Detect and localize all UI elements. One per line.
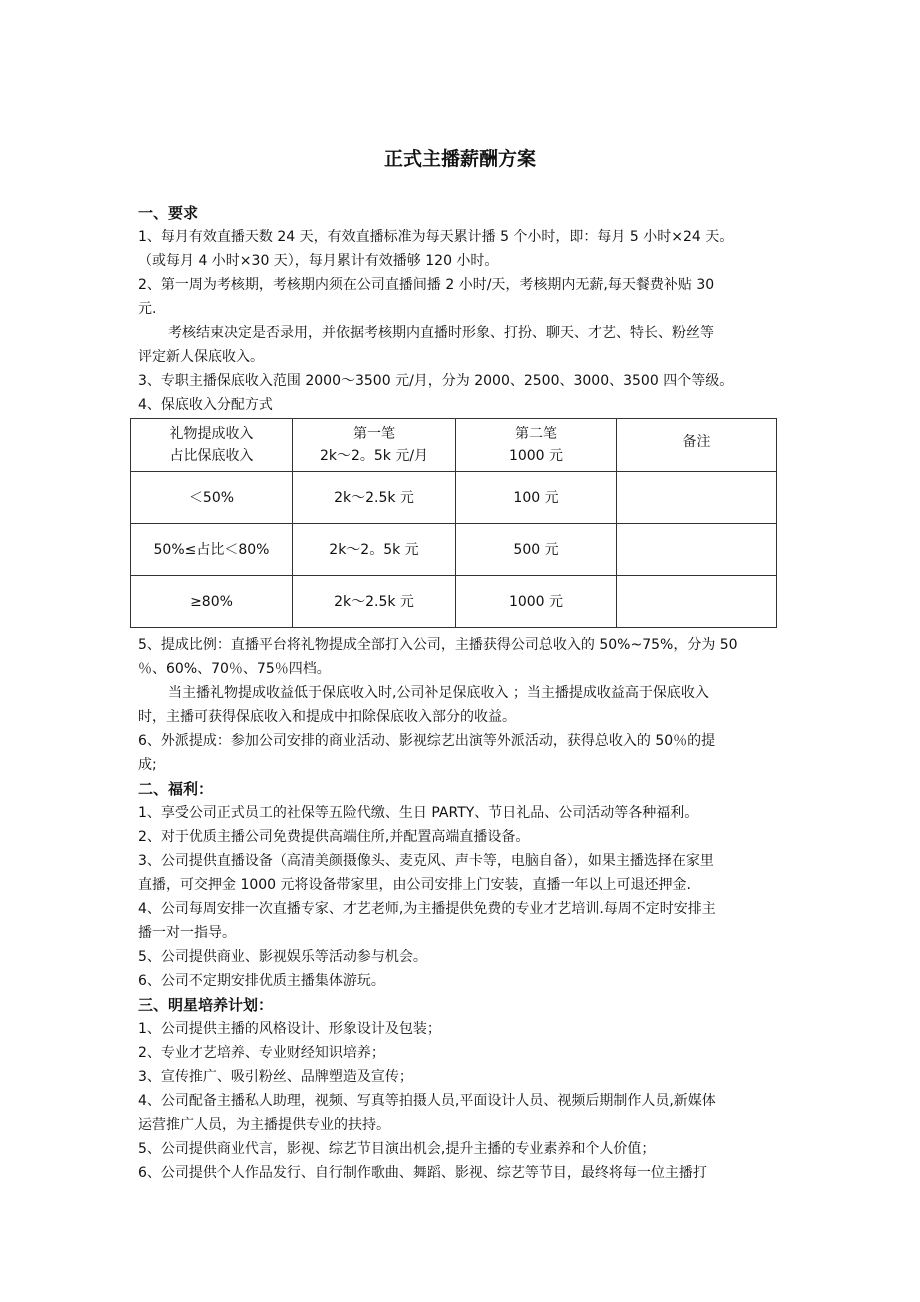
table-cell: ＜50% — [131, 472, 293, 524]
text-line: 6、公司提供个人作品发行、自行制作歌曲、舞蹈、影视、综艺等节目，最终将每一位主播打 — [138, 1165, 707, 1181]
text-line: ％、60%、70％、75％四档。 — [138, 661, 331, 677]
table-cell: 100 元 — [456, 472, 617, 524]
table-cell: 500 元 — [456, 524, 617, 576]
star-plan-paragraphs — [138, 1017, 788, 1185]
table-row — [131, 524, 777, 576]
text-line: 播一对一指导。 — [138, 925, 236, 941]
table-cell: 50%≤占比＜80% — [131, 524, 293, 576]
header-text: 1000 元 — [508, 448, 564, 464]
header-cell — [131, 419, 293, 472]
table-header-row — [131, 419, 777, 472]
header-text: 礼物提成收入 — [169, 426, 254, 442]
table-cell — [617, 576, 777, 628]
text-line: 4、公司配备主播私人助理，视频、写真等拍摄人员,平面设计人员、视频后期制作人员,新媒体 — [138, 1093, 716, 1109]
table-cell — [617, 472, 777, 524]
header-text: 备注 — [682, 434, 711, 450]
text-line: （或每月 4 小时×30 天），每月累计有效播够 120 小时。 — [138, 253, 499, 269]
text-line: 2、专业才艺培养、专业财经知识培养； — [138, 1045, 385, 1061]
text-line: 6、外派提成：参加公司安排的商业活动、影视综艺出演等外派活动，获得总收入的 50％的提 — [138, 733, 716, 749]
text-line: 元. — [138, 301, 157, 317]
table-cell: 2k～2。5k 元 — [293, 524, 456, 576]
text-line: 运营推广人员，为主播提供专业的扶持。 — [138, 1117, 390, 1133]
text-line: 评定新人保底收入。 — [138, 349, 264, 365]
text-line: 成; — [138, 757, 157, 773]
text-line: 5、公司提供商业、影视娱乐等活动参与机会。 — [138, 949, 427, 965]
commission-paragraphs — [138, 633, 788, 777]
text-line: 2、第一周为考核期，考核期内须在公司直播间播 2 小时/天，考核期内无薪,每天餐费补贴 30 — [138, 277, 715, 293]
benefits-paragraphs — [138, 801, 788, 993]
header-cell — [293, 419, 456, 472]
text-line: 4、公司每周安排一次直播专家、才艺老师,为主播提供免费的专业才艺培训.每周不定时安排主 — [138, 901, 716, 917]
section-commission — [138, 633, 788, 1185]
text-line: 5、公司提供商业代言，影视、综艺节目演出机会,提升主播的专业素养和个人价值； — [138, 1141, 656, 1157]
table-cell — [617, 524, 777, 576]
text-line: 4、保底收入分配方式 — [138, 397, 273, 413]
text-line: 5、提成比例：直播平台将礼物提成全部打入公司，主播获得公司总收入的 50%~75%，分为 50 — [138, 637, 738, 653]
section-heading: 二、福利： — [138, 780, 214, 798]
requirements-paragraphs — [138, 225, 788, 417]
text-line: 1、每月有效直播天数 24 天，有效直播标准为每天累计播 5 个小时，即：每月 5 小时×24 天。 — [138, 229, 734, 245]
document-title: 正式主播薪酬方案 — [383, 148, 536, 170]
text-line: 3、宣传推广、吸引粉丝、品牌塑造及宣传； — [138, 1069, 413, 1085]
text-line: 1、享受公司正式员工的社保等五险代缴、生日 PARTY、节日礼品、公司活动等各种福利。 — [138, 805, 699, 821]
text-line: 直播，可交押金 1000 元将设备带家里，由公司安排上门安装，直播一年以上可退还押金. — [138, 877, 691, 893]
text-line: 考核结束决定是否录用，并依据考核期内直播时形象、打扮、聊天、才艺、特长、粉丝等 — [168, 325, 714, 341]
section-heading: 三、明星培养计划： — [138, 996, 274, 1014]
header-text: 2k～2。5k 元/月 — [319, 448, 429, 464]
text-line: 3、专职主播保底收入范围 2000～3500 元/月，分为 2000、2500、3000、3500 四个等级。 — [138, 373, 734, 389]
text-line: 2、对于优质主播公司免费提供高端住所,并配置高端直播设备。 — [138, 829, 530, 845]
table-cell: 2k～2.5k 元 — [293, 576, 456, 628]
header-text: 第二笔 — [515, 426, 557, 442]
table-cell: 2k～2.5k 元 — [293, 472, 456, 524]
text-line: 1、公司提供主播的风格设计、形象设计及包装； — [138, 1021, 441, 1037]
text-line: 时，主播可获得保底收入和提成中扣除保底收入部分的收益。 — [138, 709, 516, 725]
text-line: 当主播礼物提成收益低于保底收入时,公司补足保底收入 ；当主播提成收益高于保底收入 — [168, 685, 709, 701]
section-heading: 一、要求 — [138, 204, 199, 222]
section-requirements — [138, 201, 788, 417]
table-cell: 1000 元 — [456, 576, 617, 628]
table-row — [131, 576, 777, 628]
table-row — [131, 472, 777, 524]
text-line: 6、公司不定期安排优质主播集体游玩。 — [138, 973, 385, 989]
header-cell — [456, 419, 617, 472]
header-text: 占比保底收入 — [169, 448, 254, 464]
text-line: 3、公司提供直播设备（高清美颜摄像头、麦克风、声卡等，电脑自备），如果主播选择在家里 — [138, 853, 714, 869]
guaranteed-income-table — [130, 418, 777, 628]
table-cell: ≥80% — [131, 576, 293, 628]
header-cell — [617, 419, 777, 472]
header-text: 第一笔 — [353, 426, 395, 442]
